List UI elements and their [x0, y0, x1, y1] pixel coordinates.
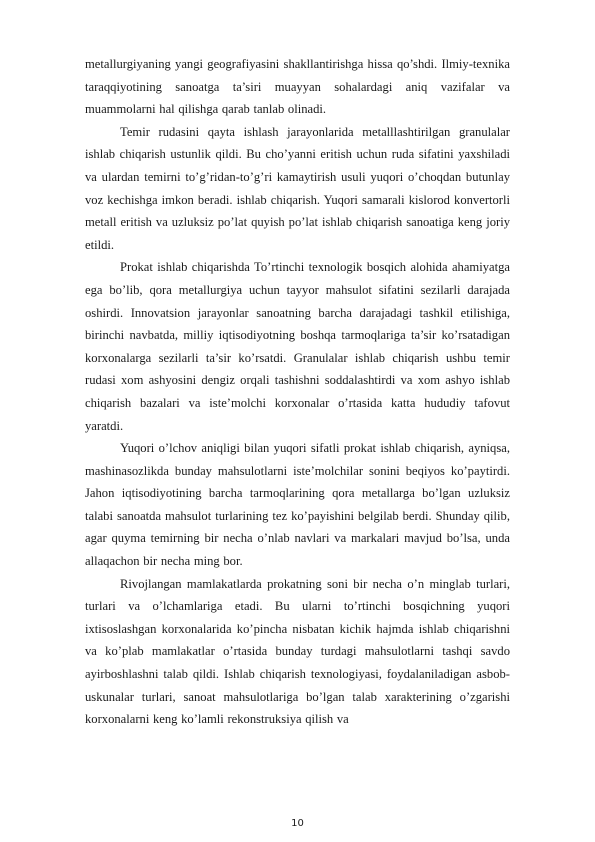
paragraph-4: Yuqori o’lchov aniqligi bilan yuqori sifatli prokat ishlab chiqarish, ayniqsa, mashinasozlikda bunday mahsulotlarni iste’molchilar sonini beqiyos ko’paytirdi. Jahon iqtisodiyotining barcha tarmoqlarining qora metallarga bo’lgan uzluksiz talabi sanoatda mahsulot turlarining tez ko’payishini belgilab berdi. Shunday qilib, agar quyma temirning bir necha o’nlab navlari va markalari mavjud bo’lsa, unda allaqachon bir necha ming bor. — [85, 441, 510, 569]
page-number: 10 — [291, 818, 304, 829]
paragraph-1: metallurgiyaning yangi geografiyasini shakllantirishga hissa qo’shdi. Ilmiy-texnika taraqqiyotining sanoatga ta’siri muayyan sohalardagi aniq vazifalar va muammolarni hal qilishga qarab tanlab olinadi. — [85, 57, 510, 117]
document-body — [85, 53, 510, 731]
paragraph-3: Prokat ishlab chiqarishda To’rtinchi texnologik bosqich alohida ahamiyatga ega bo’lib, qora metallurgiya uchun tayyor mahsulot sifatini sezilarli darajada oshirdi. Innovatsion jarayonlar sanoatning barcha darajadagi tashkil etilishiga, birinchi navbatda, milliy iqtisodiyotning boshqa tarmoqlariga ta’sir ko’rsatadigan korxonalarga sezilarli ta’sir ko’rsatdi. Granulalar ishlab chiqarish ushbu temir rudasi xom ashyosini dengiz orqali tashishni soddalashtirdi va xom ashyo ishlab chiqarish bazalari va iste’molchi korxonalar o’rtasida katta hududiy tafovut yaratdi. — [85, 260, 510, 433]
paragraph-5: Rivojlangan mamlakatlarda prokatning soni bir necha o’n minglab turlari, turlari va o’lchamlariga etadi. Bu ularni to’rtinchi bosqichning yuqori ixtisoslashgan korxonalarida ko’pincha nisbatan kichik hajmda ishlab chiqarishni va ko’plab mamlakatlar o’rtasida bunday turdagi mahsulotlarni tashqi savdo ayirboshlashni talab qildi. Ishlab chiqarish texnologiyasi, foydalaniladigan asbob-uskunalar turlari, sanoat mahsulotlariga bo’lgan talab xarakterining o’zgarishi korxonalarni keng ko’lamli rekonstruksiya qilish va — [85, 576, 510, 727]
paragraph-2: Temir rudasini qayta ishlash jarayonlarida metalllashtirilgan granulalar ishlab chiqarish ustunlik qildi. Bu cho’yanni eritish uchun ruda sifatini yaxshiladi va ulardan temirni to’g’ridan-to’g’ri kamaytirish usuli yuqori o’choqdan butunlay voz kechishga imkon beradi. ishlab chiqarish. Yuqori samarali kislorod konvertorli metall eritish va uzluksiz po’lat quyish po’lat ishlab chiqarish sanoatiga keng joriy etildi. — [85, 124, 510, 252]
